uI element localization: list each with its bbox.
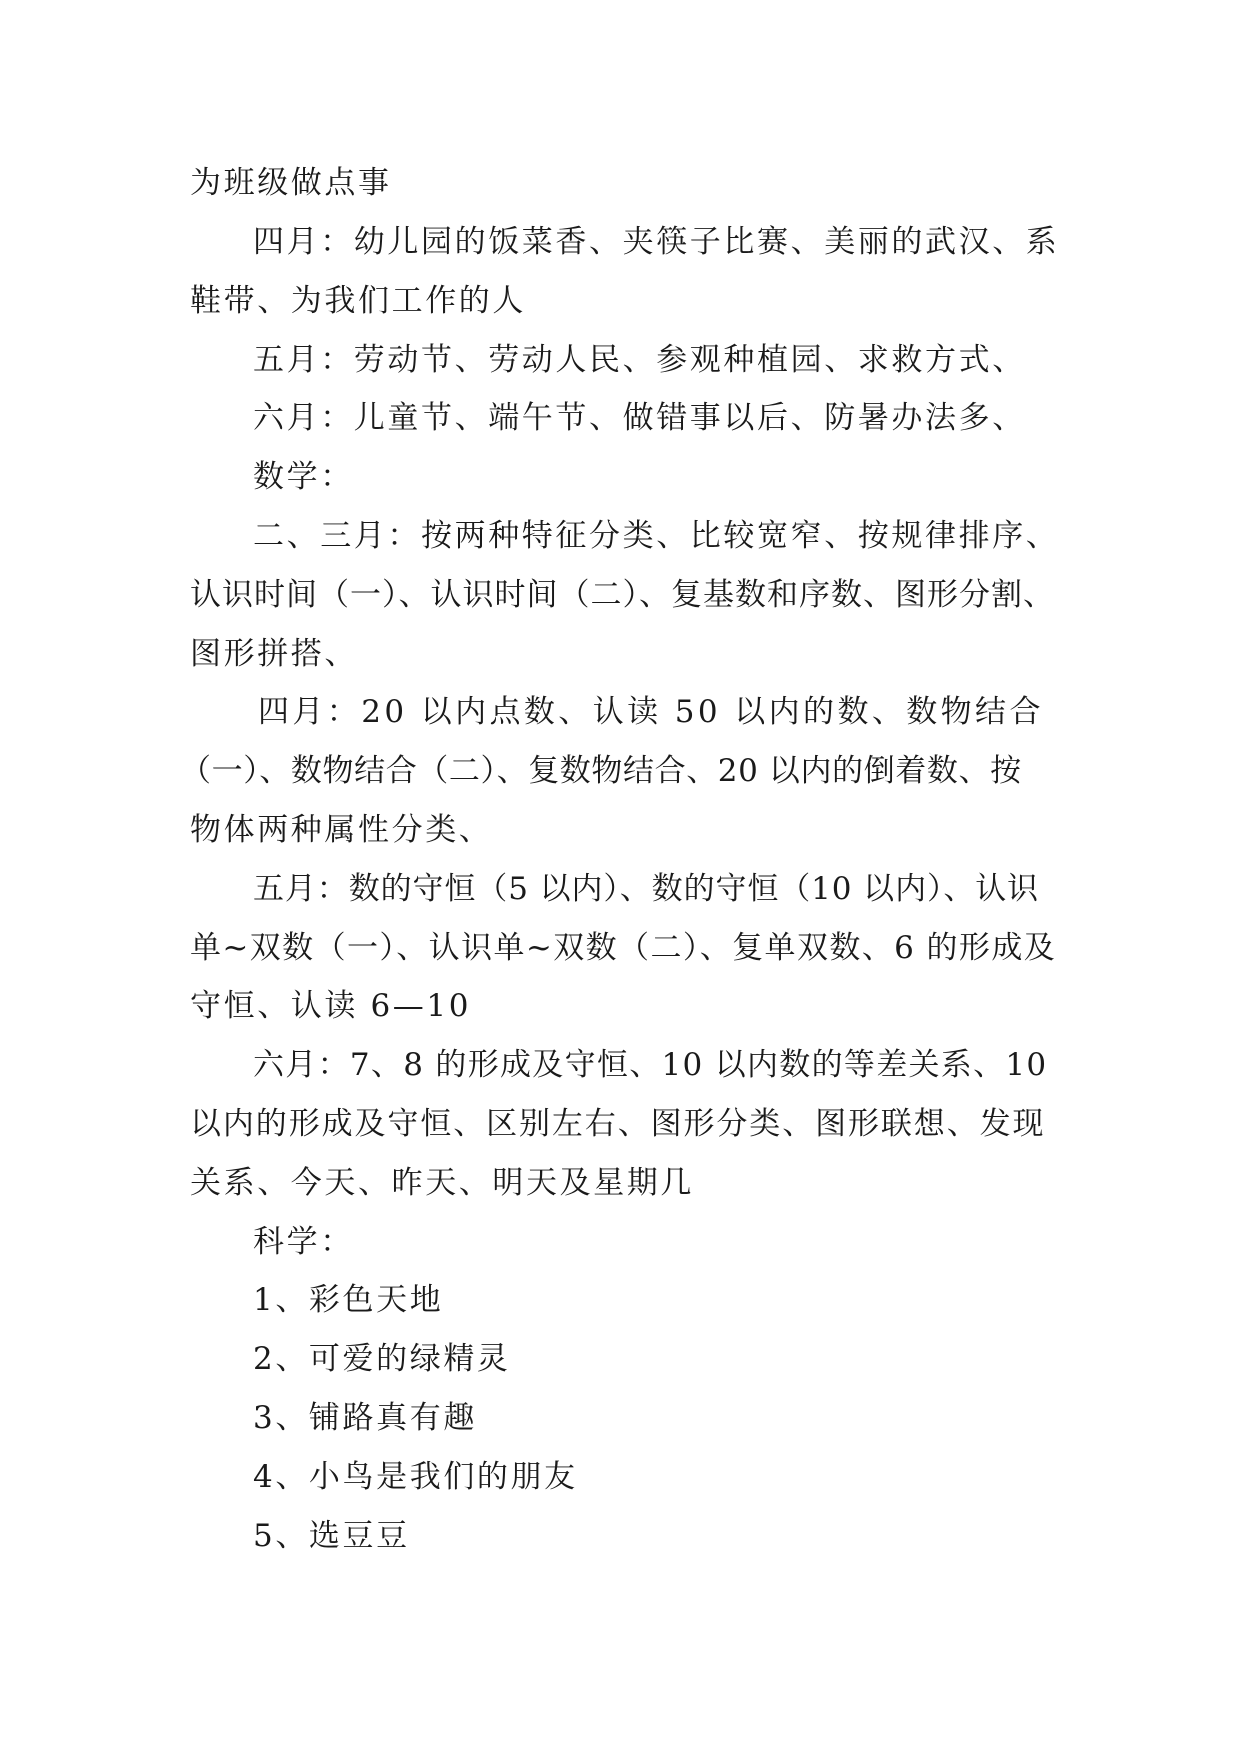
text-line: 守恒、认读 6—10 [190, 988, 472, 1024]
list-item: 2、可爱的绿精灵 [253, 1341, 511, 1377]
text-line: 五月：劳动节、劳动人民、参观种植园、求救方式、 [253, 342, 1026, 378]
section-heading-math: 数学： [253, 459, 354, 495]
list-item: 1、彩色天地 [253, 1282, 444, 1318]
text-line: 物体两种属性分类、 [190, 812, 493, 848]
text-line: 四月：20 以内点数、认读 50 以内的数、数物结合 [258, 694, 1044, 730]
text-line: （一）、数物结合（二）、复数物结合、20 以内的倒着数、按 [180, 753, 1022, 789]
text-line: 单~双数（一）、认识单~双数（二）、复单双数、6 的形成及 [190, 930, 1057, 966]
text-line: 为班级做点事 [190, 165, 392, 201]
list-item: 5、选豆豆 [253, 1518, 410, 1554]
list-item: 4、小鸟是我们的朋友 [253, 1459, 578, 1495]
text-line: 图形拼搭、 [190, 636, 358, 672]
text-line: 关系、今天、昨天、明天及星期几 [190, 1165, 694, 1201]
section-heading-science: 科学： [253, 1224, 354, 1260]
text-line: 六月：儿童节、端午节、做错事以后、防暑办法多、 [253, 400, 1026, 436]
text-line: 六月：7、8 的形成及守恒、10 以内数的等差关系、10 [253, 1047, 1048, 1083]
text-line: 鞋带、为我们工作的人 [190, 283, 526, 319]
text-line: 二、三月：按两种特征分类、比较宽窄、按规律排序、 [253, 518, 1060, 554]
text-line: 四月：幼儿园的饭菜香、夹筷子比赛、美丽的武汉、系 [253, 224, 1060, 260]
list-item: 3、铺路真有趣 [253, 1400, 477, 1436]
text-line: 以内的形成及守恒、区别左右、图形分类、图形联想、发现 [190, 1106, 1046, 1142]
text-line: 五月：数的守恒（5 以内）、数的守恒（10 以内）、认识 [253, 871, 1040, 907]
text-line: 认识时间（一）、认识时间（二）、复基数和序数、图形分割、 [190, 577, 1055, 613]
